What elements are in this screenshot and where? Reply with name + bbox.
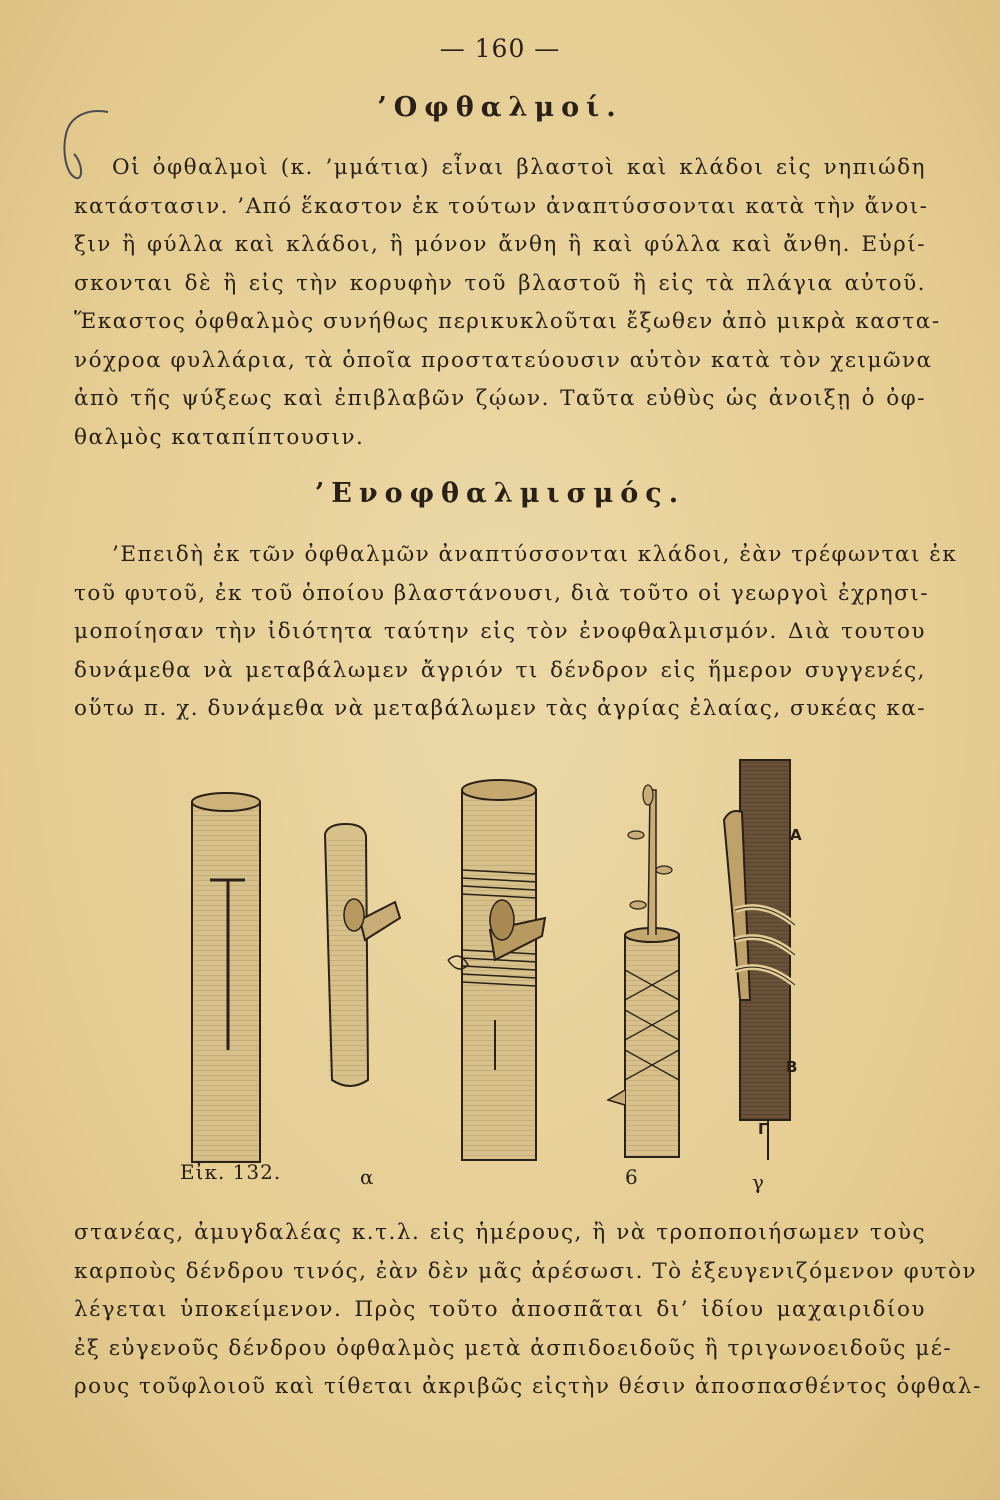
whip-graft-icon: [724, 760, 798, 1160]
text-line: ξιν ἢ φύλλα καὶ κλάδοι, ἢ μόνον ἄνθη ἢ καὶ φύλλα καὶ ἄνθη. Εὑρί-: [74, 232, 926, 257]
text-line: κατάστασιν. ’Από ἕκαστον ἐκ τούτων ἀναπτύσσονται κατὰ τὴν ἄνοι-: [74, 193, 929, 219]
text-line: μοποίησαν τὴν ἰδιότητα ταύτην εἰς τὸν ἐνοφθαλμισμόν. Διὰ τουτου: [74, 619, 926, 644]
text-line: νόχροα φυλλάρια, τὰ ὁποῖα προστατεύουσιν αὐτὸν κατὰ τὸν χειμῶνα: [74, 347, 933, 373]
stock-branch-icon: [192, 793, 260, 1162]
figure-label-g: γ: [752, 1170, 765, 1194]
figure-caption: Εἰκ. 132.: [180, 1160, 282, 1184]
text-line: οὕτω π. χ. δυνάμεθα νὰ μεταβάλωμεν τὰς ἀγρίας ἐλαίας, συκέας κα-: [74, 696, 926, 721]
bound-stock-icon: [448, 780, 545, 1160]
text-line: λέγεται ὑποκείμενον. Πρὸς τοῦτο ἀποσπᾶται δι’ ἰδίου μαχαιριδίου: [74, 1297, 926, 1322]
figure-label-a: α: [360, 1165, 375, 1189]
text-line: Ἕκαστος ὀφθαλμὸς συνήθως περικυκλοῦται ἔξωθεν ἀπὸ μικρὰ καστα-: [74, 309, 941, 334]
cleft-graft-icon: [608, 785, 679, 1157]
figure-label-b: 6: [625, 1165, 639, 1189]
text-line: καρποὺς δένδρου τινός, ἐὰν δὲν μᾶς ἀρέσωσι. Τὸ ἐξευγενιζόμενον φυτὸν: [74, 1258, 978, 1284]
text-line: Οἱ ὀφθαλμοὶ (κ. ’μμάτια) εἶναι βλαστοὶ καὶ κλάδοι εἰς νηπιώδη: [112, 155, 926, 180]
paragraph-eyes: [74, 149, 941, 457]
text-line: τοῦ φυτοῦ, ἐκ τοῦ ὁποίου βλαστάνουσι, διὰ τοῦτο οἱ γεωργοὶ ἐχρησι-: [74, 580, 930, 606]
paragraph-budding: [74, 536, 958, 729]
section-heading-budding: ’Ενοφθαλμισμός.: [314, 478, 686, 509]
text-line: ἐξ εὐγενοῦς δένδρου ὀφθαλμὸς μετὰ ἀσπιδοειδοῦς ἢ τριγωνοειδοῦς μέ-: [74, 1335, 953, 1361]
text-line: δυνάμεθα νὰ μεταβάλωμεν ἄγριόν τι δένδρον εἰς ἥμερον συγγενές,: [74, 657, 926, 683]
grafting-illustration: [150, 750, 850, 1200]
text-line: ρους τοῦφλοιοῦ καὶ τίθεται ἀκριβῶς εἰςτὴν θέσιν ἀποσπασθέντος ὀφθαλ-: [74, 1374, 982, 1399]
text-line: σκονται δὲ ἢ εἰς τὴν κορυφὴν τοῦ βλαστοῦ ἢ εἰς τὰ πλάγια αὐτοῦ.: [74, 270, 926, 296]
annotation-g: Γ: [758, 1120, 768, 1138]
text-line: ’Επειδὴ ἐκ τῶν ὀφθαλμῶν ἀναπτύσσονται κλάδοι, ἐὰν τρέφωνται ἐκ: [112, 542, 958, 567]
annotation-b: B: [786, 1058, 798, 1076]
text-line: στανέας, ἀμυγδαλέας κ.τ.λ. εἰς ἡμέρους, ἢ νὰ τροποποιήσωμεν τοὺς: [74, 1220, 926, 1245]
page-number: — 160 —: [439, 34, 561, 63]
annotation-a: A: [790, 826, 802, 844]
bud-shield-icon: [325, 824, 400, 1086]
text-line: ἀπὸ τῆς ψύξεως καὶ ἐπιβλαβῶν ζῴων. Ταῦτα εὐθὺς ὡς ἀνοιξῃ ὁ ὀφ-: [74, 386, 926, 411]
paragraph-continuation: [74, 1214, 982, 1407]
section-heading-eyes: ’Οφθαλμοί.: [377, 92, 623, 123]
text-line: θαλμὸς καταπίπτουσιν.: [74, 424, 365, 450]
